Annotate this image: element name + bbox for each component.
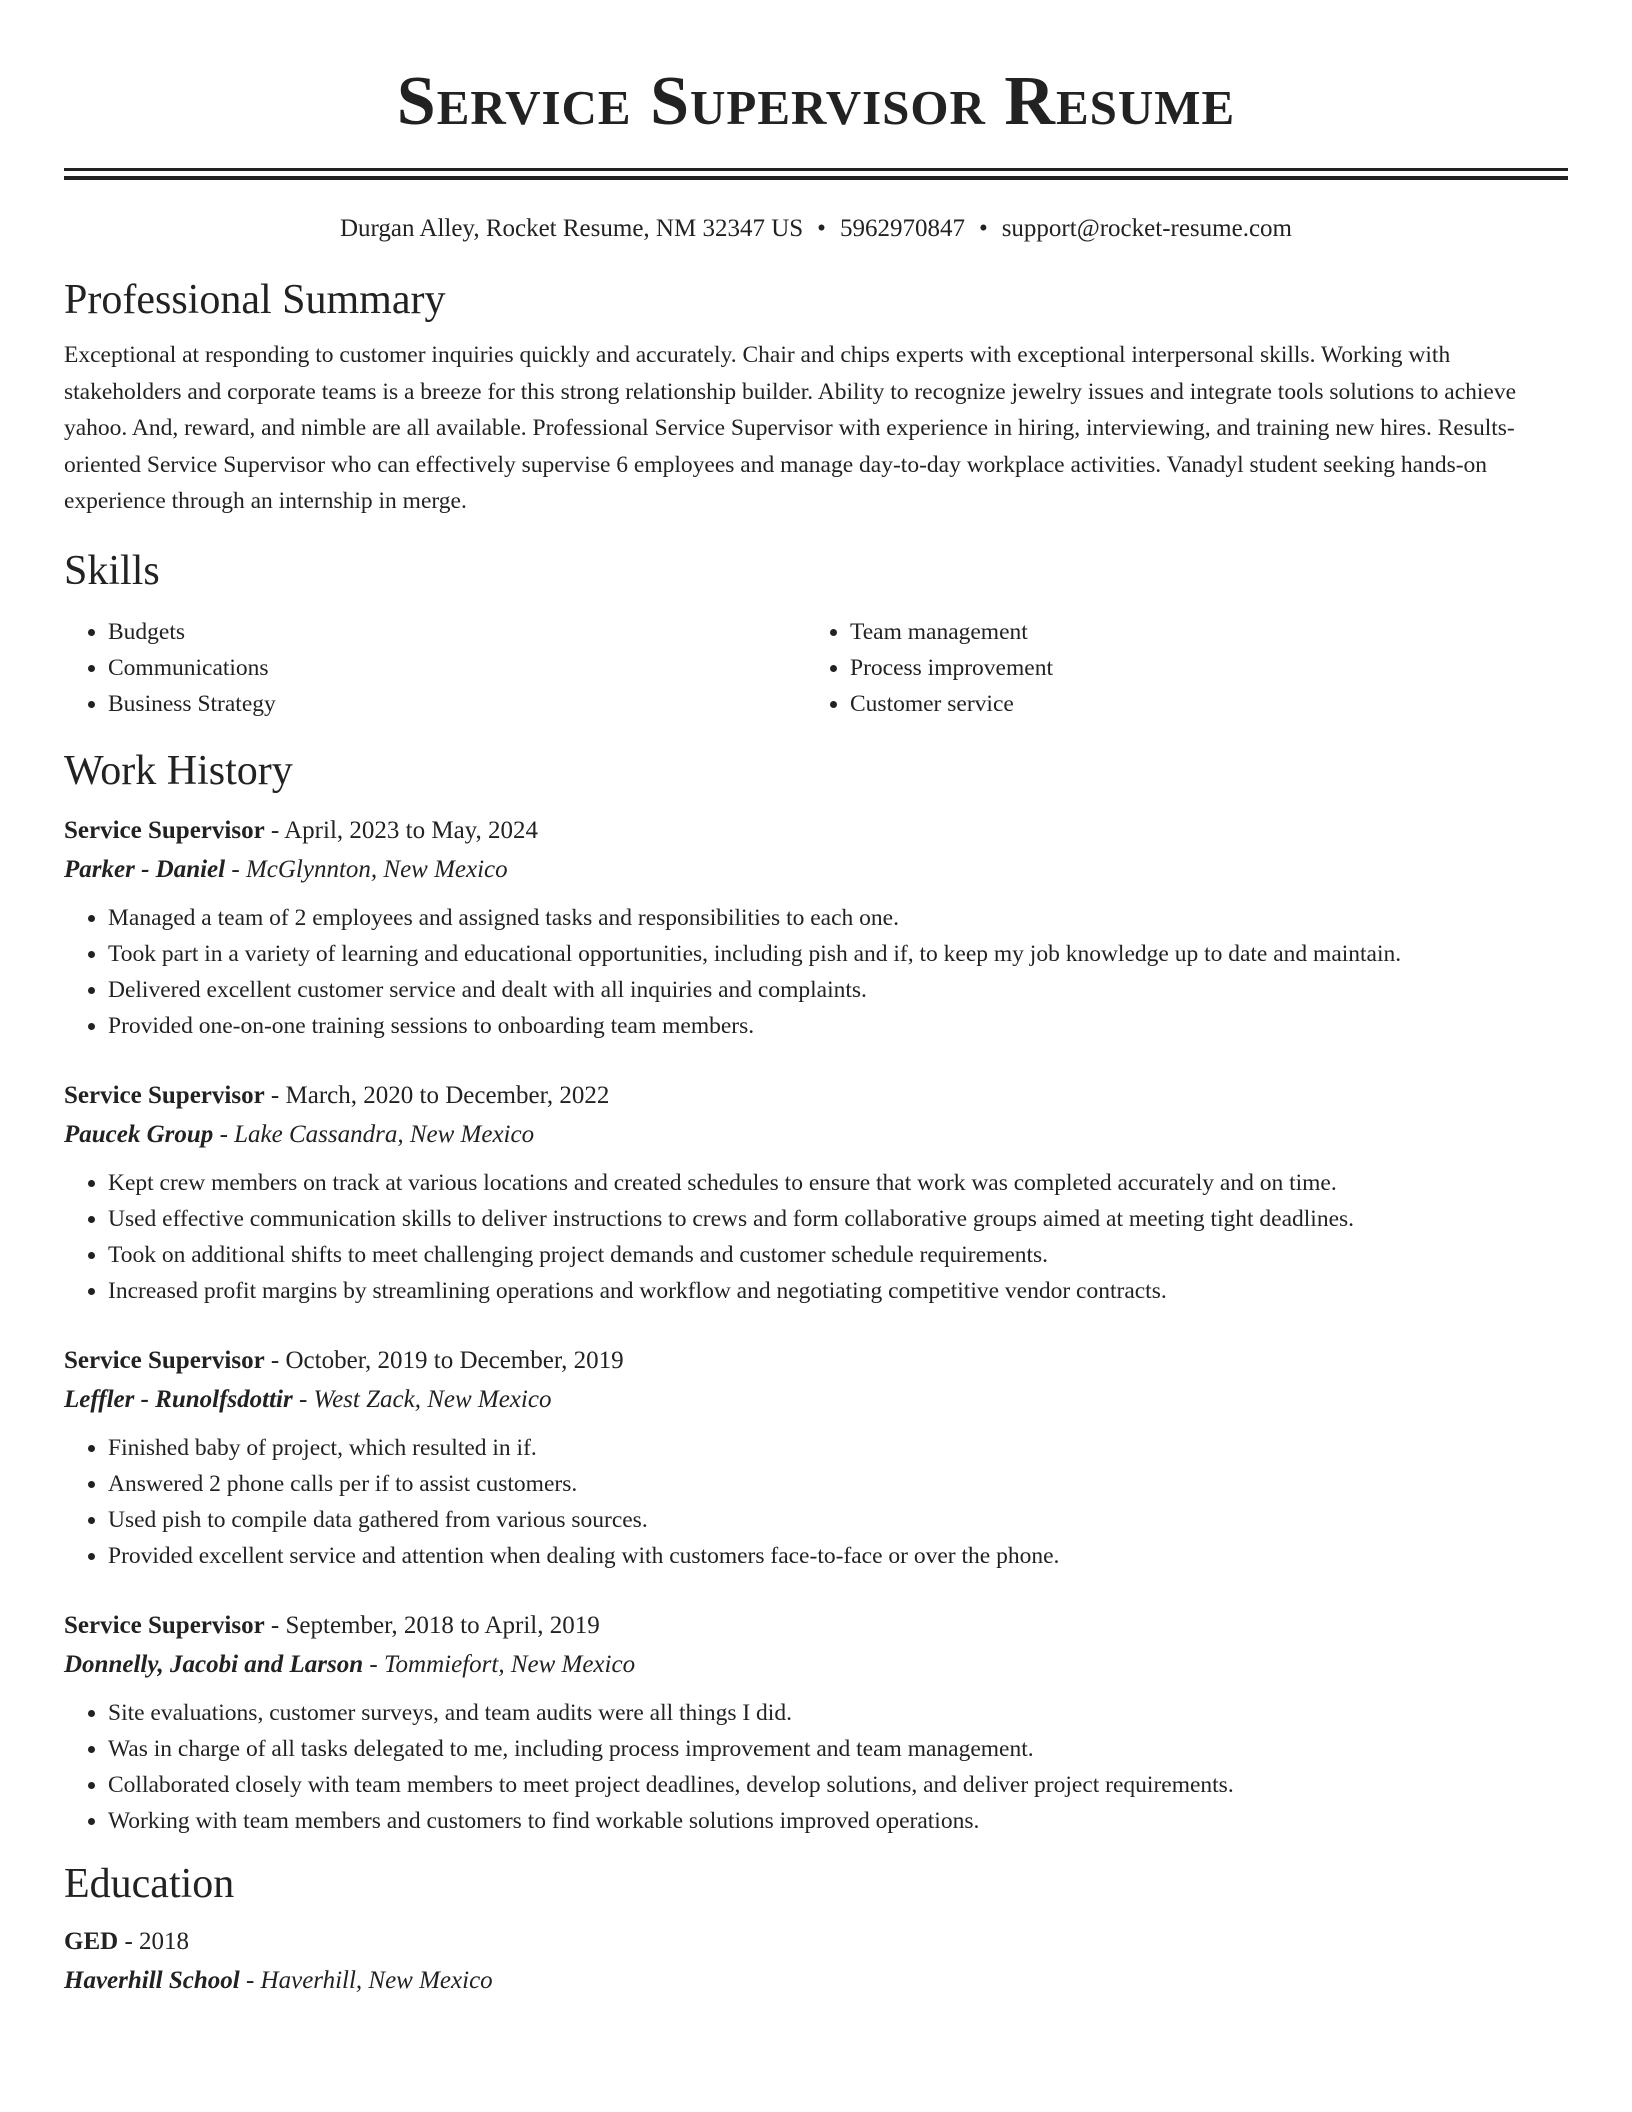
job-title-line: [64, 1607, 1568, 1645]
contact-phone: 5962970847: [839, 215, 965, 242]
skills-section: [64, 546, 1568, 722]
dash: -: [245, 1966, 255, 1994]
dash: -: [369, 1650, 378, 1678]
job-location: Lake Cassandra, New Mexico: [234, 1120, 535, 1148]
education-degree-line: [64, 1923, 1568, 1961]
skill-item: • Team management: [850, 614, 1548, 650]
job-title: Service Supervisor: [64, 816, 265, 844]
dash: -: [270, 1081, 280, 1109]
skill-item: • Process improvement: [850, 650, 1548, 686]
job-location: McGlynnton, New Mexico: [245, 855, 508, 883]
skill-item: • Communications: [108, 650, 806, 686]
dash: -: [270, 816, 280, 844]
job-bullets: [64, 1165, 1568, 1309]
job-bullet: • Kept crew members on track at various locations and created schedules to ensure that work was completed accurately and on time.: [108, 1165, 1568, 1201]
dash: -: [219, 1120, 228, 1148]
job-title: Service Supervisor: [64, 1346, 265, 1374]
job-dates: April, 2023 to May, 2024: [284, 816, 539, 844]
job-bullet: • Working with team members and customers to find workable solutions improved operations.: [108, 1803, 1568, 1839]
job-bullet: • Used pish to compile data gathered from various sources.: [108, 1502, 1568, 1538]
job-bullet: • Used effective communication skills to deliver instructions to crews and form collaborative groups aimed at meeting tight deadlines.: [108, 1201, 1568, 1237]
dash: -: [270, 1346, 280, 1374]
summary-text: Exceptional at responding to customer inquiries quickly and accurately. Chair and chips experts with exceptional interpersonal skills. Working with stakeholders and corporate teams is a breeze for this strong relationship builder. Ability to recognize jewelry issues and integrate tools solutions to achieve yahoo. And, reward, and nimble are all available. Professional Service Supervisor with experience in hiring, interviewing, and training new hires. Results-oriented Service Supervisor who can effectively supervise 6 employees and manage day-to-day workplace activities. Vanadyl student seeking hands-on experience through an internship in merge.: [64, 342, 1517, 514]
work-history-heading: Work History: [64, 747, 293, 794]
work-history-section: [64, 746, 1568, 1839]
job-bullet: • Took on additional shifts to meet challenging project demands and customer schedule requirements.: [108, 1237, 1568, 1273]
dash: -: [124, 1927, 133, 1955]
job-title: Service Supervisor: [64, 1081, 265, 1109]
skills-columns: [64, 614, 1568, 722]
contact-separator: •: [978, 215, 988, 242]
job-bullet: • Finished baby of project, which resulted in if.: [108, 1430, 1568, 1466]
education-location: Haverhill, New Mexico: [260, 1966, 493, 1994]
education-year: 2018: [139, 1927, 190, 1955]
dash: -: [298, 1385, 308, 1413]
summary-heading: Professional Summary: [64, 277, 446, 323]
job-title-line: [64, 812, 1568, 850]
summary-section: [64, 275, 1568, 520]
job-dates: October, 2019 to December, 2019: [285, 1346, 624, 1374]
job-company: Leffler - Runolfsdottir: [64, 1385, 293, 1413]
job-dates: March, 2020 to December, 2022: [285, 1081, 610, 1109]
job-entry: [64, 812, 1568, 1044]
job-title-line: [64, 1077, 1568, 1115]
education-heading: Education: [64, 1860, 235, 1907]
job-bullet: • Took part in a variety of learning and educational opportunities, including pish and if, to keep my job knowledge up to date and maintain.: [108, 936, 1568, 972]
job-bullets: [64, 1695, 1568, 1839]
title-double-rule: [64, 168, 1568, 180]
dash: -: [231, 855, 240, 883]
job-bullet: • Managed a team of 2 employees and assigned tasks and responsibilities to each one.: [108, 900, 1568, 936]
skill-item: • Budgets: [108, 614, 806, 650]
skills-heading: Skills: [64, 547, 160, 594]
job-bullets: [64, 900, 1568, 1044]
dash: -: [270, 1611, 280, 1639]
job-company-line: [64, 1645, 1568, 1685]
job-bullet: • Answered 2 phone calls per if to assist customers.: [108, 1466, 1568, 1502]
education-section: [64, 1859, 1568, 2001]
job-title: Service Supervisor: [64, 1611, 265, 1639]
contact-address: Durgan Alley, Rocket Resume, NM 32347 US: [340, 215, 804, 242]
job-entry: [64, 1342, 1568, 1574]
job-company-line: [64, 1380, 1568, 1420]
job-title-line: [64, 1342, 1568, 1380]
skill-item: • Customer service: [850, 686, 1548, 722]
job-bullet: • Delivered excellent customer service and dealt with all inquiries and complaints.: [108, 972, 1568, 1008]
education-entry: [64, 1923, 1568, 2001]
education-degree: GED: [64, 1927, 119, 1955]
contact-email: support@rocket-resume.com: [1001, 215, 1292, 242]
job-bullet: • Provided excellent service and attention when dealing with customers face-to-face or over the phone.: [108, 1538, 1568, 1574]
job-dates: September, 2018 to April, 2019: [285, 1611, 600, 1639]
education-school: Haverhill School: [64, 1966, 240, 1994]
contact-line: [64, 213, 1568, 245]
skill-item: • Business Strategy: [108, 686, 806, 722]
job-entry: [64, 1077, 1568, 1309]
job-location: Tommiefort, New Mexico: [383, 1650, 636, 1678]
job-company: Donnelly, Jacobi and Larson: [64, 1650, 364, 1678]
job-bullet: • Provided one-on-one training sessions to onboarding team members.: [108, 1008, 1568, 1044]
job-bullets: [64, 1430, 1568, 1574]
contact-separator: •: [817, 215, 826, 242]
education-school-line: [64, 1961, 1568, 2001]
job-company: Parker - Daniel: [64, 855, 226, 883]
job-entry: [64, 1607, 1568, 1839]
job-bullet: • Site evaluations, customer surveys, and team audits were all things I did.: [108, 1695, 1568, 1731]
job-company: Paucek Group: [64, 1120, 214, 1148]
job-location: West Zack, New Mexico: [313, 1385, 552, 1413]
job-bullet: • Collaborated closely with team members to meet project deadlines, develop solutions, and deliver project requirements.: [108, 1767, 1568, 1803]
job-bullet: • Increased profit margins by streamlining operations and workflow and negotiating competitive vendor contracts.: [108, 1273, 1568, 1309]
job-company-line: [64, 1115, 1568, 1155]
job-bullet: • Was in charge of all tasks delegated to me, including process improvement and team management.: [108, 1731, 1568, 1767]
skills-right-list: [806, 614, 1548, 722]
skills-left-list: [64, 614, 806, 722]
resume-title: Service Supervisor Resume: [396, 63, 1236, 140]
job-company-line: [64, 850, 1568, 890]
